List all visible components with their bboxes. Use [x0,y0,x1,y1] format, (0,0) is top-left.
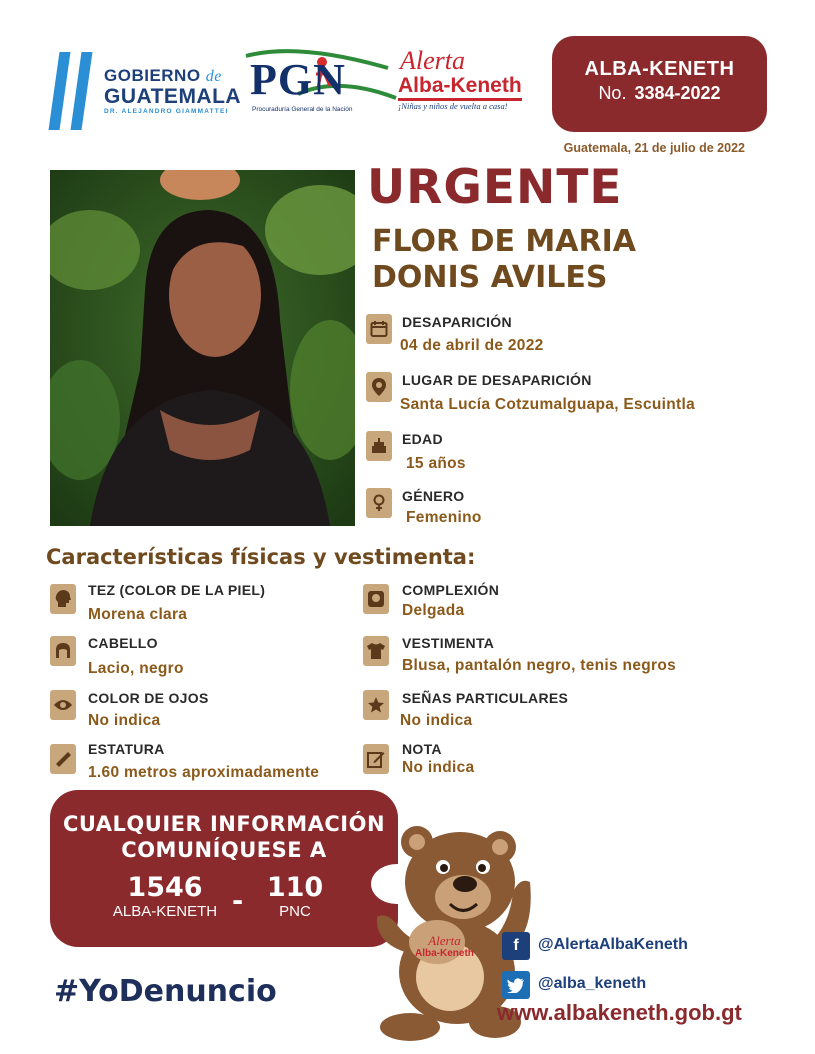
twitter-icon[interactable] [502,971,530,999]
contact-box [50,790,398,947]
cabello-label: CABELLO [88,635,158,651]
face-profile-icon [50,584,76,614]
desaparicion-value: 04 de abril de 2022 [400,337,544,354]
case-number-box [552,36,767,132]
gender-icon [366,488,392,518]
gobierno-logo-bars [50,52,98,130]
tez-value: Morena clara [88,606,188,623]
phone-pnc[interactable]: 110 PNC [266,872,324,920]
case-title: ALBA-KENETH [584,58,735,80]
star-icon [363,690,389,720]
complexion-label: COMPLEXIÓN [402,582,500,598]
urgente-heading: URGENTE [367,160,623,215]
note-edit-icon [363,744,389,774]
nota-value: No indica [402,759,475,776]
nota-label: NOTA [402,741,442,757]
senas-value: No indica [400,712,473,729]
eye-icon [50,690,76,720]
senas-label: SEÑAS PARTICULARES [402,690,569,706]
desaparicion-label: DESAPARICIÓN [402,314,512,330]
twitter-handle[interactable]: @alba_keneth [538,975,647,992]
hair-icon [50,636,76,666]
report-date: Guatemala, 21 de julio de 2022 [563,141,745,155]
phone-separator: - [232,886,244,917]
edad-label: EDAD [402,431,443,447]
ruler-icon [50,744,76,774]
edad-value: 15 años [406,455,466,472]
facebook-handle[interactable]: @AlertaAlbaKeneth [538,936,688,953]
estatura-label: ESTATURA [88,741,165,757]
tez-label: TEZ (COLOR DE LA PIEL) [88,582,266,598]
pgn-logo: PGN Procuraduría General de la Nación [238,48,398,118]
features-title: Características físicas y vestimenta: [46,545,476,569]
lugar-value: Santa Lucía Cotzumalguapa, Escuintla [400,396,696,413]
scale-icon [363,584,389,614]
person-name: FLOR DE MARIA DONIS AVILES [372,224,636,295]
tshirt-icon [363,636,389,666]
location-pin-icon [366,372,392,402]
contact-line1: CUALQUIER INFORMACIÓN [62,812,386,836]
gobierno-logo: GOBIERNO de GUATEMALA DR. ALEJANDRO GIAMMATTEI [104,66,242,115]
calendar-icon [366,314,392,344]
hashtag: #YoDenuncio [54,974,277,1009]
genero-label: GÉNERO [402,488,465,504]
missing-person-photo [50,170,355,526]
contact-line2: COMUNÍQUESE A [121,838,327,862]
case-number: No. 3384-2022 [598,83,721,103]
vestimenta-value: Blusa, pantalón negro, tenis negros [402,657,677,674]
estatura-value: 1.60 metros aproximadamente [88,764,320,781]
vestimenta-label: VESTIMENTA [402,635,495,651]
bear-badge: Alerta Alba-Keneth [415,933,474,959]
lugar-label: LUGAR DE DESAPARICIÓN [402,372,592,388]
facebook-icon[interactable]: f [502,932,530,960]
birthday-cake-icon [366,431,392,461]
ojos-value: No indica [88,712,161,729]
genero-value: Femenino [406,509,482,526]
alerta-alba-keneth-logo: Alerta Alba-Keneth ¡Niñas y niños de vuelta a casa! [398,46,522,111]
cabello-value: Lacio, negro [88,660,184,677]
phone-alba-keneth[interactable]: 1546 ALBA-KENETH [112,872,218,920]
ojos-label: COLOR DE OJOS [88,690,209,706]
website-link[interactable]: www.albakeneth.gob.gt [497,1000,742,1025]
complexion-value: Delgada [402,602,465,619]
